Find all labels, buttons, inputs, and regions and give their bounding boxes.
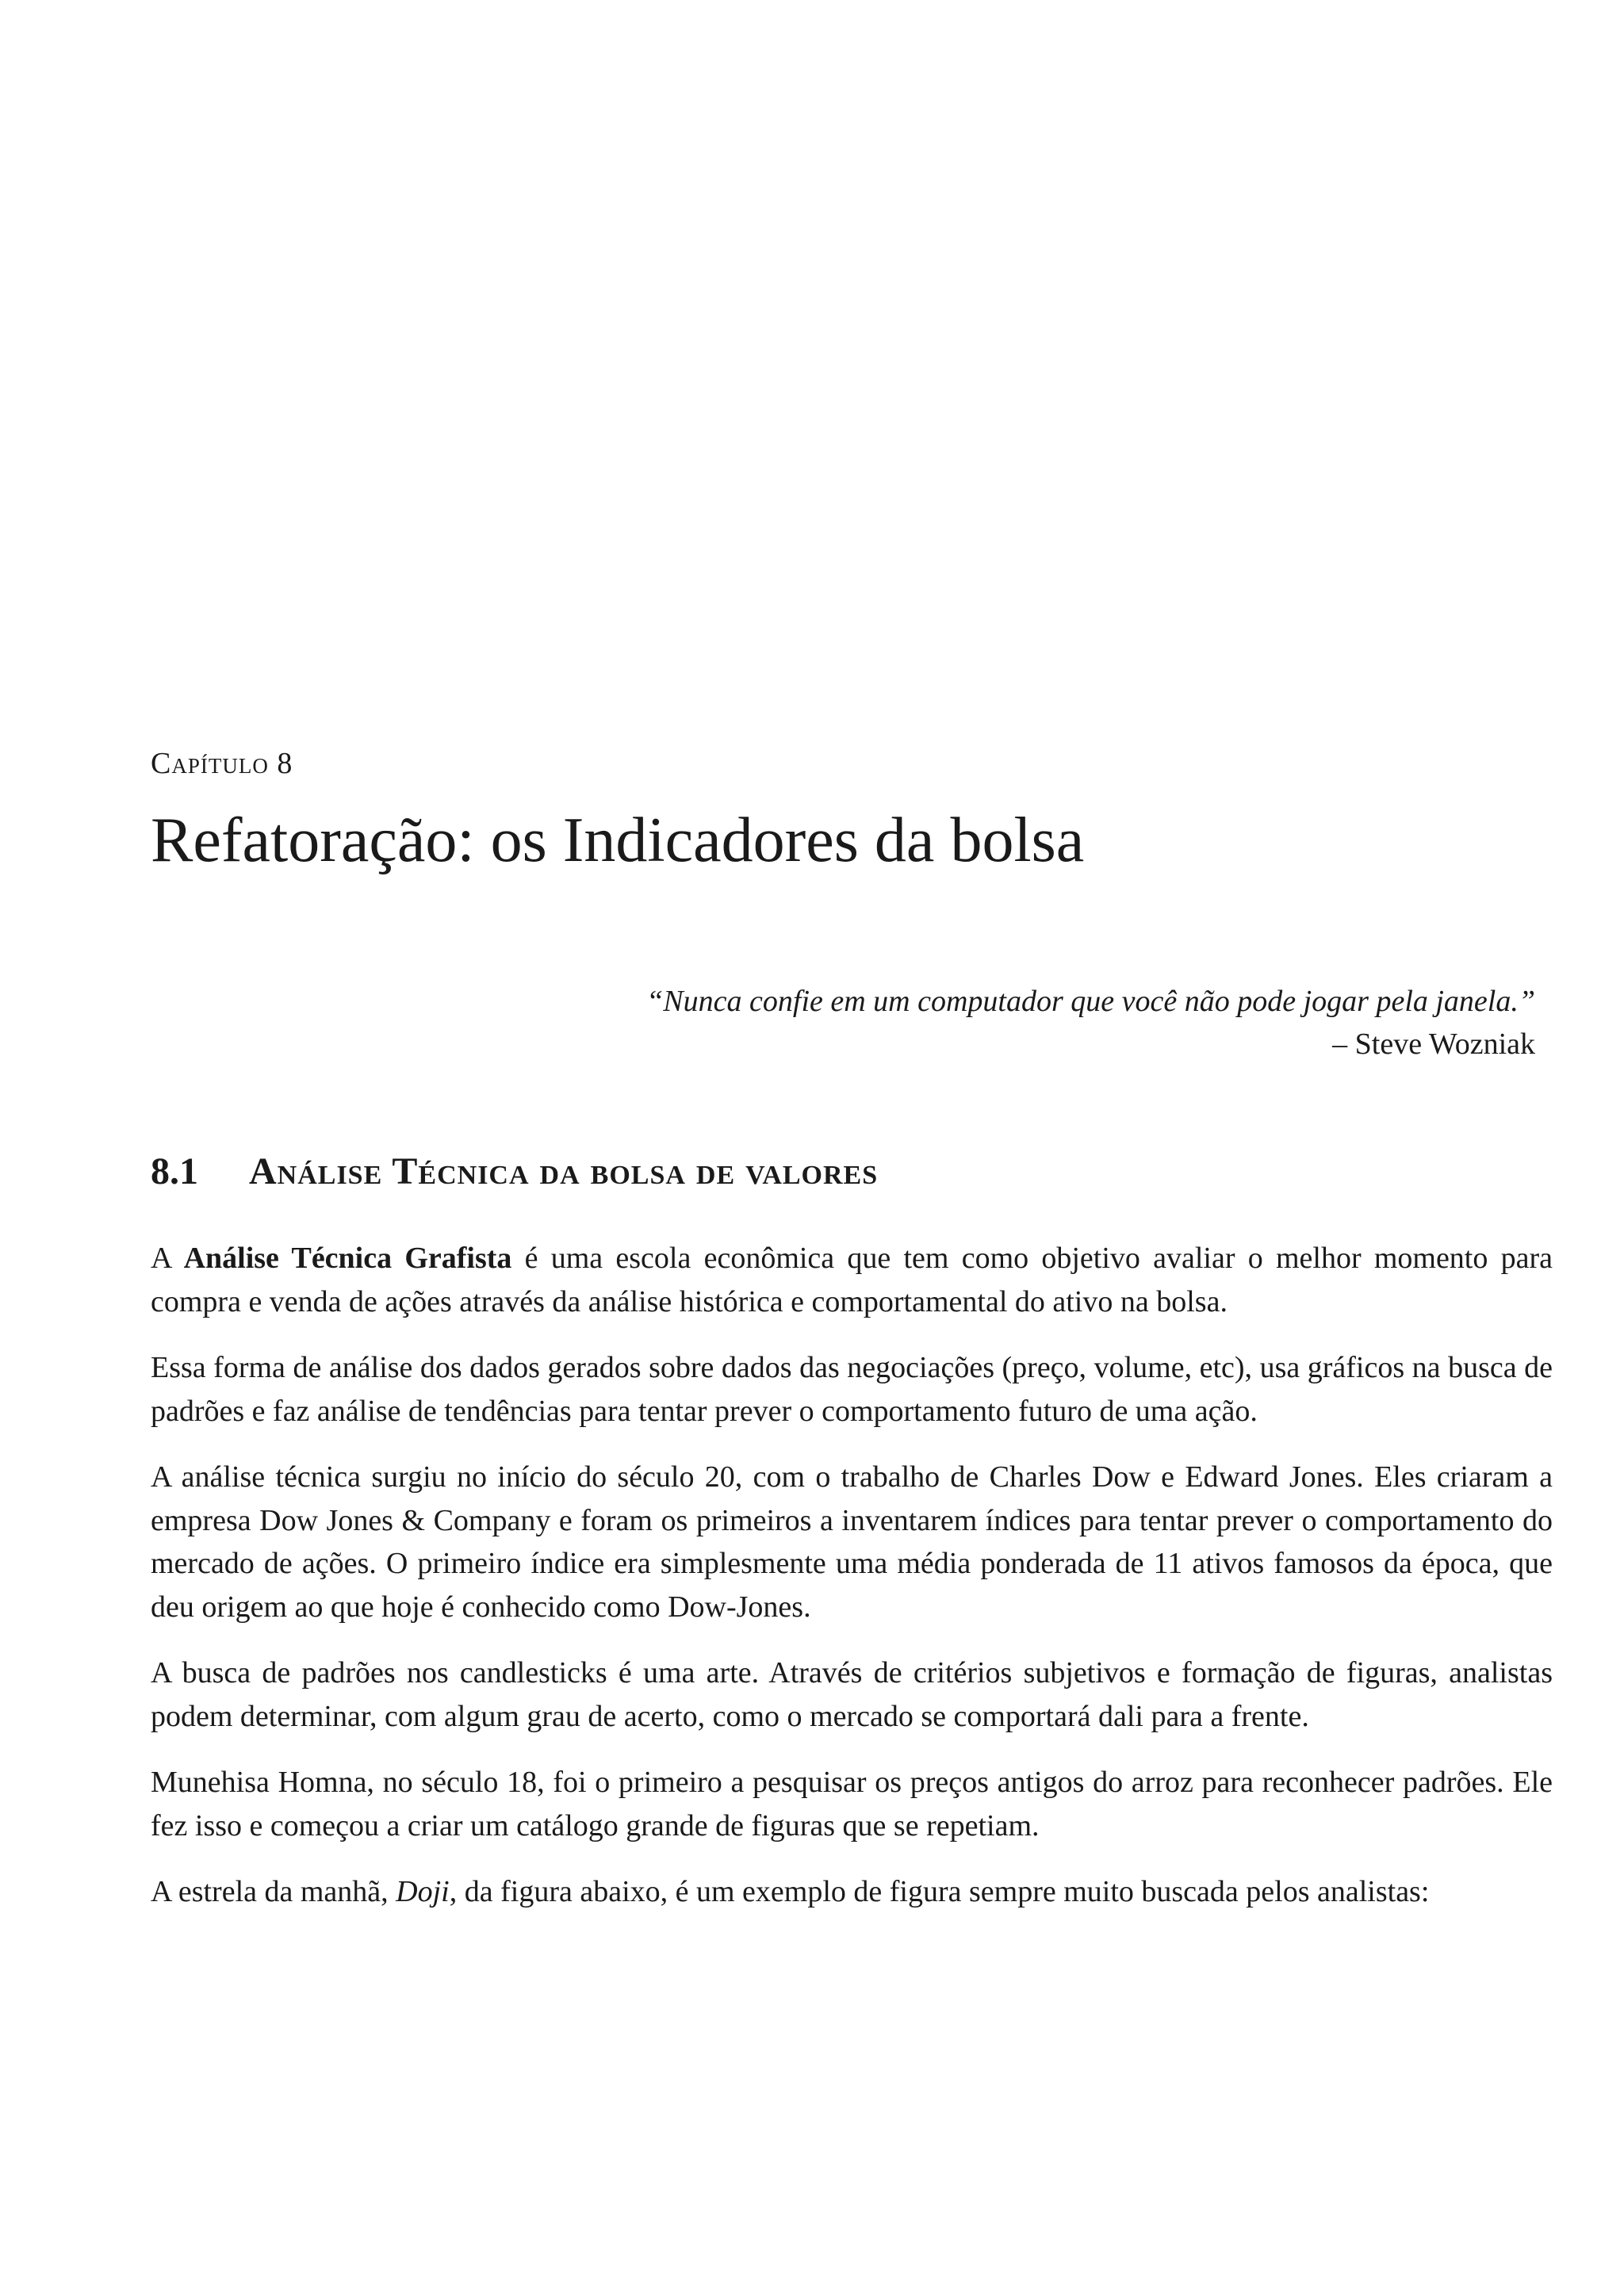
section-title: Análise Técnica da bolsa de valores <box>249 1150 879 1192</box>
paragraph-4: A busca de padrões nos candlesticks é uma arte. Através de critérios subjetivos e formação de figuras, analistas podem determinar, com algum grau de acerto, como o mercado se comportará dali para a frente. <box>151 1656 1553 1733</box>
paragraph-6-start: A estrela da manhã, <box>151 1875 396 1908</box>
paragraph-1-bold-term: Análise Técnica Grafista <box>183 1242 512 1275</box>
section-heading <box>151 1146 878 1197</box>
paragraph-1 <box>151 1237 1553 1323</box>
epigraph-author: – Steve Wozniak <box>1332 1027 1535 1061</box>
epigraph-quote: “Nunca confie em um computador que você não pode jogar pela janela.” <box>646 985 1535 1018</box>
paragraph-1-start: A <box>151 1242 184 1275</box>
paragraph-6-rest: , da figura abaixo, é um exemplo de figura sempre muito buscada pelos analistas: <box>449 1875 1430 1908</box>
paragraph-5: Munehisa Homna, no século 18, foi o primeiro a pesquisar os preços antigos do arroz para reconhecer padrões. Ele fez isso e começou a criar um catálogo grande de figuras que se repetiam. <box>151 1766 1553 1843</box>
body-text <box>151 1237 1553 1937</box>
paragraph-1-rest: é uma escola econômica que tem como objetivo avaliar o melhor momento para compra e venda de ações através da análise histórica e comportamental do ativo na bolsa. <box>151 1242 1553 1318</box>
paragraph-3: A análise técnica surgiu no início do século 20, com o trabalho de Charles Dow e Edward Jones. Eles criaram a empresa Dow Jones & Company e foram os primeiros a inventarem índices para tentar prever o comportamento do mercado de ações. O primeiro índice era simplesmente uma média ponderada de 11 ativos famosos da época, que deu origem ao que hoje é conhecido como Dow-Jones. <box>151 1460 1553 1624</box>
chapter-title: Refatoração: os Indicadores da bolsa <box>151 806 1085 875</box>
section-number: 8.1 <box>151 1150 198 1192</box>
paragraph-2: Essa forma de análise dos dados gerados sobre dados das negociações (preço, volume, etc), usa gráficos na busca de padrões e faz análise de tendências para tentar prever o comportamento futuro de uma ação. <box>151 1351 1553 1428</box>
chapter-label: Capítulo 8 <box>151 747 293 780</box>
paragraph-6-italic-term: Doji <box>396 1875 450 1908</box>
epigraph <box>646 980 1535 1066</box>
paragraph-6 <box>151 1870 1553 1914</box>
